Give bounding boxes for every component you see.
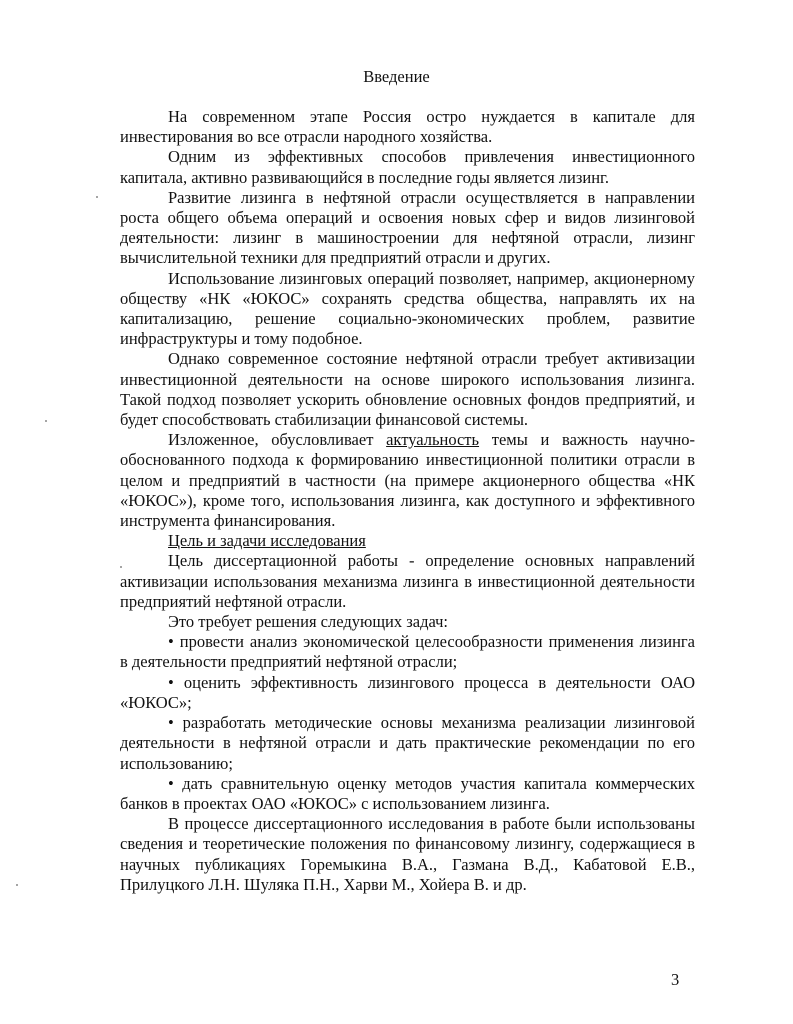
list-item: • провести анализ экономической целесообразности применения лизинга в деятельности предприятий нефтяной отрасли; <box>120 632 695 672</box>
list-item: • дать сравнительную оценку методов участия капитала коммерческих банков в проектах ОАО «ЮКОС» с использованием лизинга. <box>120 773 695 813</box>
paragraph-text: Изложенное, обусловливает <box>168 430 387 450</box>
paragraph: Развитие лизинга в нефтяной отрасли осуществляется в направлении роста общего объема операций и освоения новых сфер и видов лизинговой деятельности: лизинг в машиностроении для нефтяной отрасли, лизинг вычислительной техники для предприятий отрасли и других. <box>120 187 695 268</box>
scan-speck <box>16 884 18 886</box>
paragraph: В процессе диссертационного исследования в работе были использованы сведения и теоретические положения по финансовому лизингу, содержащиеся в научных публикациях Горемыкина В.А., Газмана В.Д., Кабатовой Е.В., Прилуцкого Л.Н. Шуляка П.Н., Харви М., Хойера В. и др. <box>120 814 695 894</box>
scan-speck <box>120 566 122 568</box>
paragraph <box>120 430 695 531</box>
list-item: • разработать методические основы механизма реализации лизинговой деятельности в нефтяной отрасли и дать практические рекомендации по его использованию; <box>120 713 695 773</box>
section-heading <box>120 531 695 551</box>
paragraph: Одним из эффективных способов привлечения инвестиционного капитала, активно развивающийся в последние годы является лизинг. <box>120 147 695 187</box>
paragraph: Цель диссертационной работы - определение основных направлений активизации использования механизма лизинга в инвестиционной деятельности предприятий нефтяной отрасли. <box>120 551 695 611</box>
paragraph: Использование лизинговых операций позволяет, например, акционерному обществу «НК «ЮКОС» сохранять средства общества, направлять их на капитализацию, решение социально-экономических проблем, развитие инфраструктуры и тому подобное. <box>120 268 695 349</box>
underlined-term: актуальность <box>386 430 480 450</box>
page-number: 3 <box>671 970 680 989</box>
paragraph-text: темы и важность научно-обоснованного подхода к формированию инвестиционной политики отрасли в целом и предприятий в частности (на примере акционерного общества «НК «ЮКОС»), кроме того, использования лизинга, как доступного и эффективного инструмента финансирования. <box>120 430 695 531</box>
paragraph: Однако современное состояние нефтяной отрасли требует активизации инвестиционной деятельности на основе широкого использования лизинга. Такой подход позволяет ускорить обновление основных фондов предприятий, и будет способствовать стабилизации финансовой системы. <box>120 349 695 430</box>
paragraph: Это требует решения следующих задач: <box>168 612 449 632</box>
page-title: Введение <box>363 67 430 86</box>
paragraph: На современном этапе Россия остро нуждается в капитале для инвестирования во все отрасли народного хозяйства. <box>120 107 695 147</box>
scan-speck <box>45 420 47 422</box>
body-text <box>120 107 695 895</box>
section-heading-text: Цель и задачи исследования <box>168 531 366 551</box>
list-item: • оценить эффективность лизингового процесса в деятельности ОАО «ЮКОС»; <box>120 672 695 712</box>
scan-speck <box>96 196 98 198</box>
